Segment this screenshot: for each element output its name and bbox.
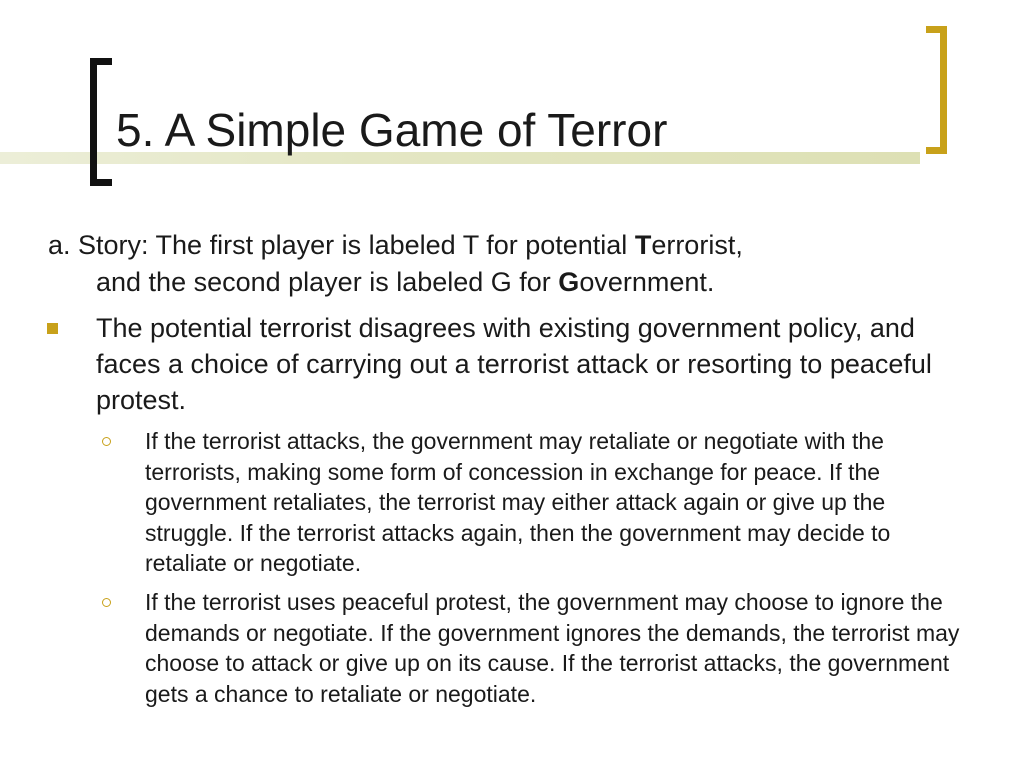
story-text-mid: errorist,	[651, 230, 743, 260]
square-bullet-icon	[47, 323, 58, 334]
story-paragraph	[48, 227, 958, 301]
story-bold-g: G	[558, 267, 580, 297]
story-line2-prefix: and the second player is labeled G for	[96, 267, 559, 297]
sub-bullet-1: If the terrorist attacks, the government may retaliate or negotiate with the terrorists, making some form of concession in exchange for peace. If the government retaliates, the terrorist may either attack again or give up the struggle. If the terrorist attacks again, then the government may decide to retaliate or negotiate.	[145, 428, 891, 576]
story-line2-suffix: overnment.	[579, 267, 715, 297]
circle-bullet-icon	[102, 598, 111, 607]
story-text-prefix: a. Story: The first player is labeled T for potential	[48, 230, 635, 260]
circle-bullet-icon	[102, 437, 111, 446]
slide-title: 5. A Simple Game of Terror	[116, 104, 668, 156]
sub-bullet-2: If the terrorist uses peaceful protest, the government may choose to ignore the demands or negotiate. If the government ignores the demands, the terrorist may choose to attack or give up on its cause. If the terrorist attacks, the government gets a chance to retaliate or negotiate.	[145, 589, 960, 707]
story-bold-t: T	[634, 230, 652, 260]
story-line-2	[48, 264, 958, 301]
main-bullet-text: The potential terrorist disagrees with existing government policy, and faces a choice of carrying out a terrorist attack or resorting to peaceful protest.	[96, 313, 932, 415]
